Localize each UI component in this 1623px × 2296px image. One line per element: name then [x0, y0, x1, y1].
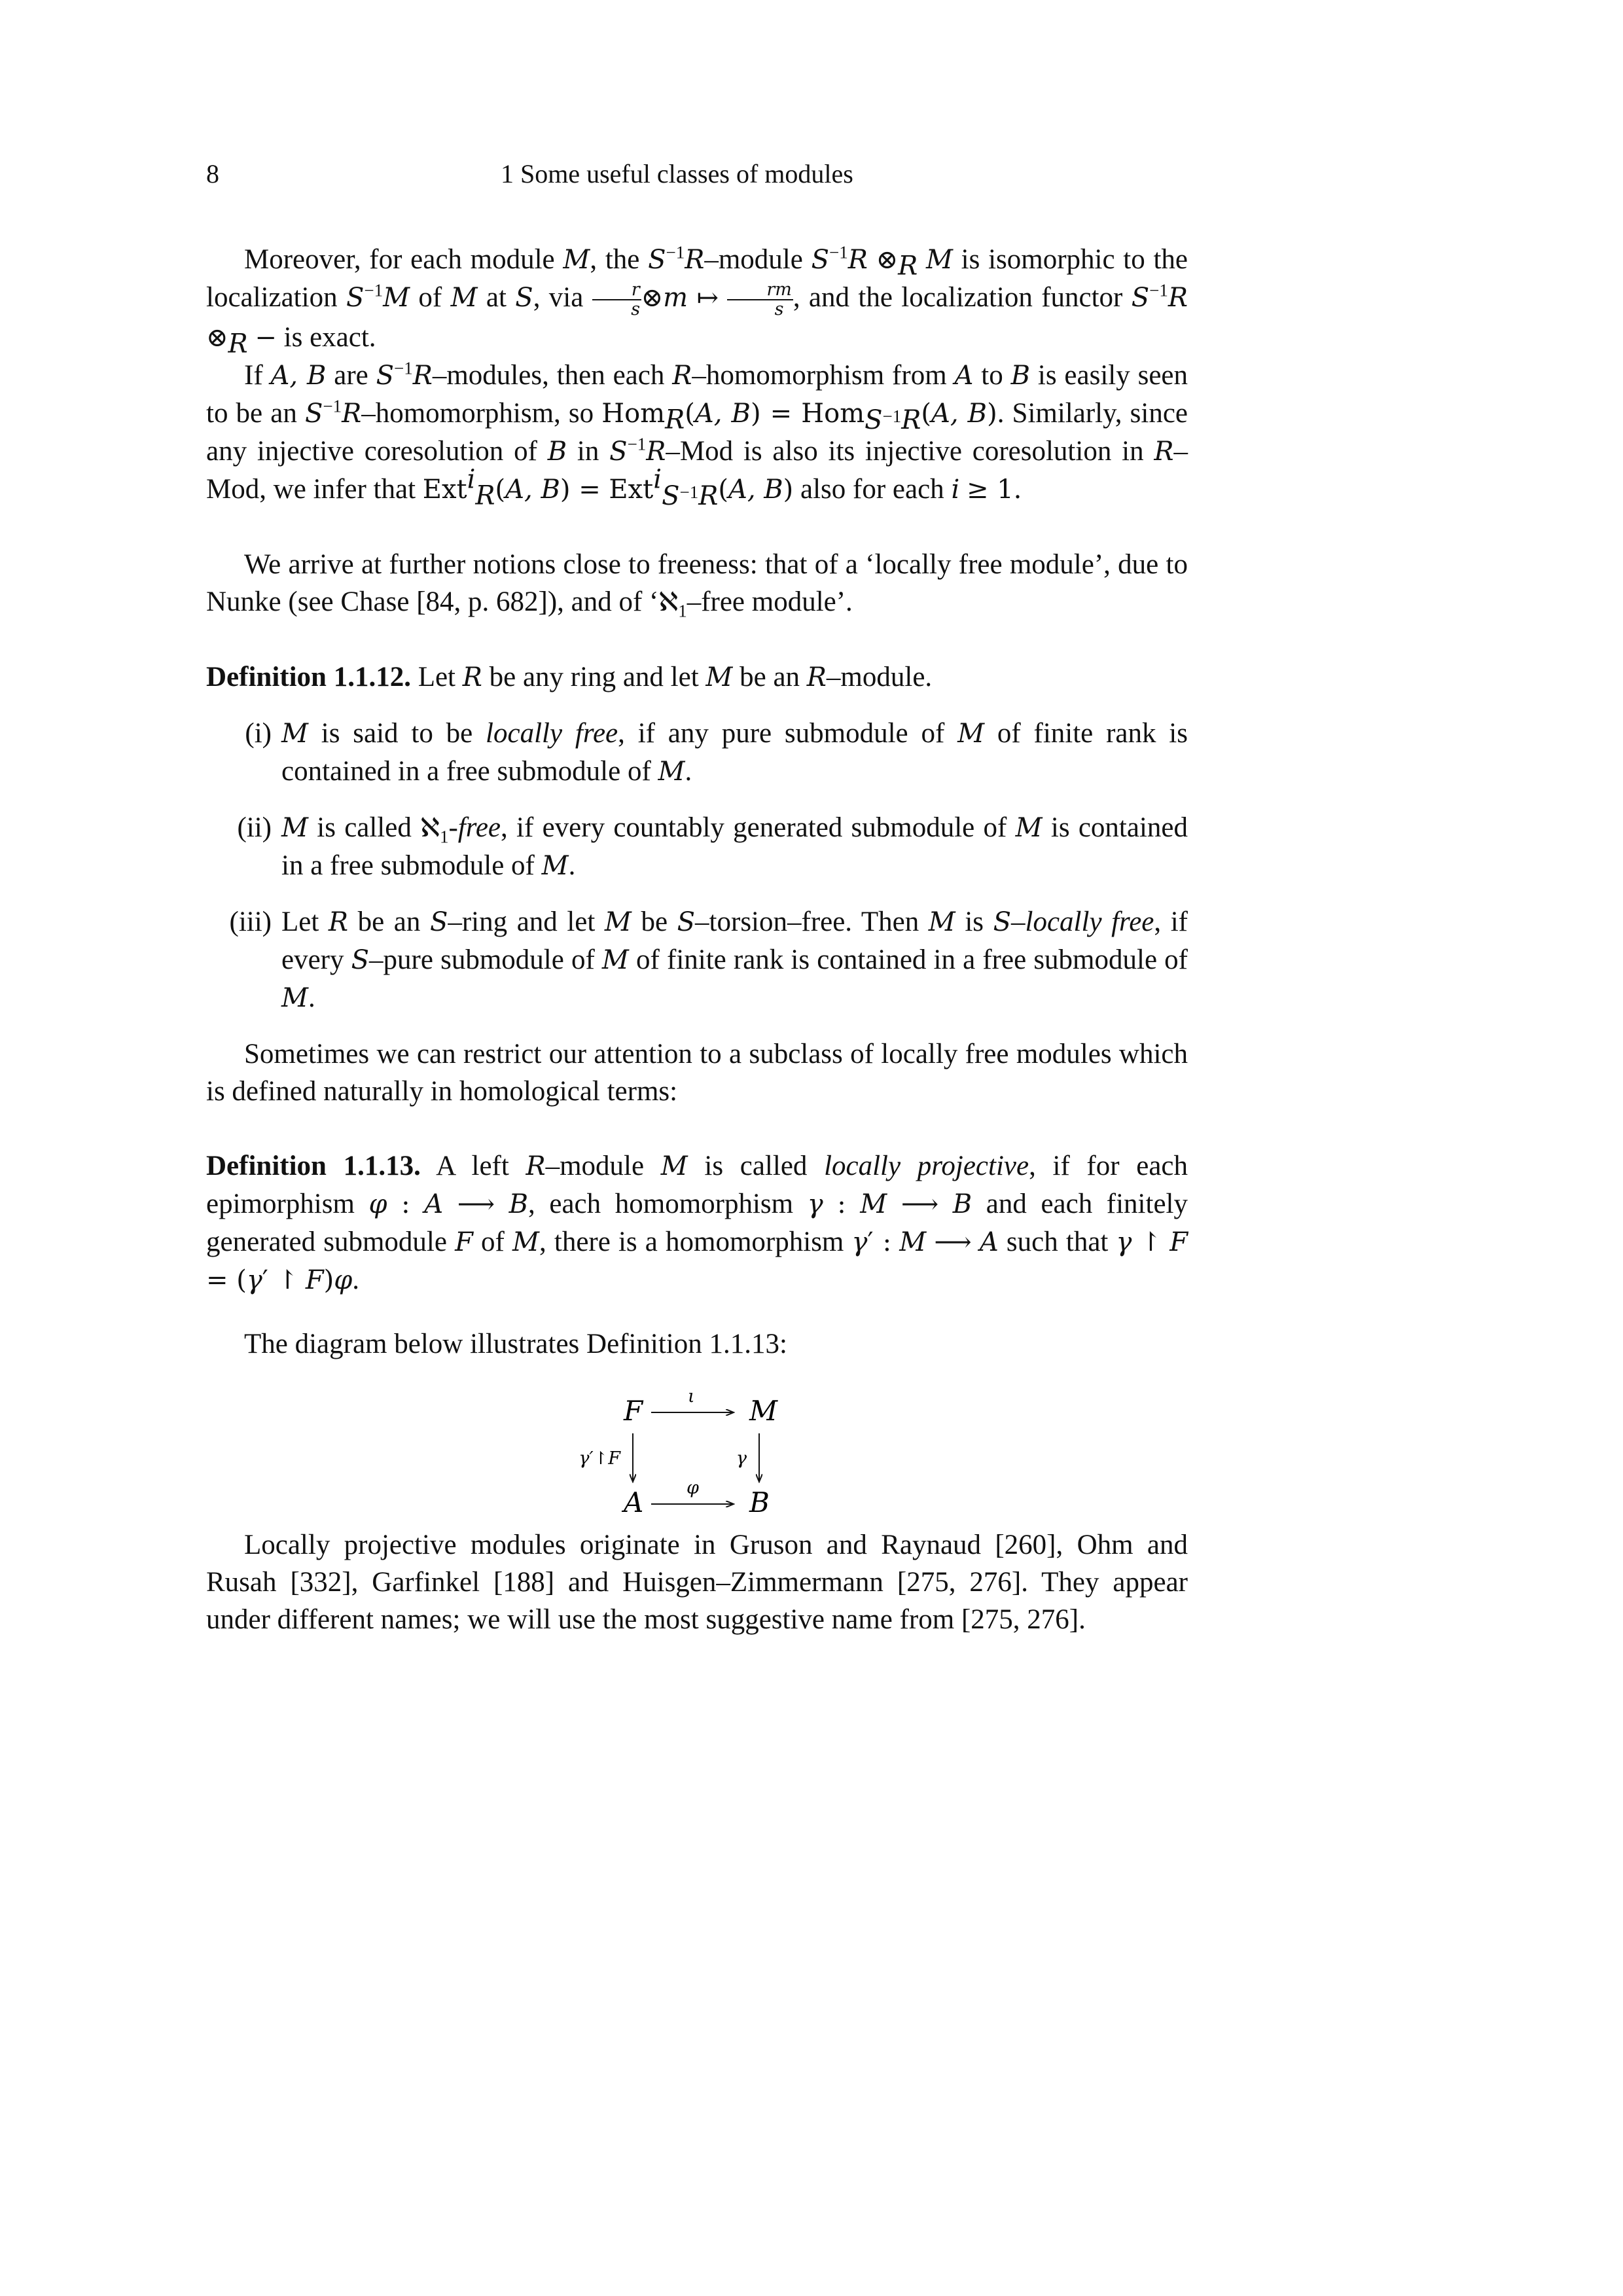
- definition-items: [206, 715, 1188, 1017]
- paragraph-subclass: Sometimes we can restrict our attention to a subclass of locally free modules which is defined naturally in homological terms:: [206, 1039, 1188, 1107]
- diagram-svg: [206, 1376, 1188, 1526]
- paragraph-localization: Moreover, for each module M, the $S^{-1}R$–module $S^{-1}R$ $\otimes_R$ M is isomorphic to the localization $S^{-1}M$ of M at S, via $\frac{r}{s}$ ⊗m ↦ $\frac{rm}{s}$ , and the localization functor $S^{-1}R$ $\otimes_R$ − is exact.: [206, 242, 1188, 359]
- paragraph-homomorphism: If A, B are $S^{-1}R$–modules, then each R–homomorphism from A to B is easily seen to be an $S^{-1}R$–homomorphism, so Hom$_R$(A, B) = Hom$_{S^{-1}R}$(A, B). Similarly, since any injective coresolution of B in $S^{-1}R$–Mod is also its injective coresolution in R–Mod, we infer that Ext$^i_R$(A, B) = Ext$^i_{S^{-1}R}$(A, B) also for each i ≥ 1.: [206, 358, 1188, 511]
- running-head: [206, 154, 1188, 194]
- commutative-diagram: [206, 1376, 1188, 1526]
- definition-heading: Definition 1.1.12.: [206, 662, 411, 693]
- definition-1-1-12: Definition 1.1.12. Let R be any ring and let M be an R–module.: [206, 662, 933, 693]
- diagram-node-F: F: [624, 1395, 643, 1427]
- diagram-node-B: B: [749, 1486, 770, 1519]
- paragraph-freeness: We arrive at further notions close to freeness: that of a ‘locally free module’, due to Nunke (see Chase [84, p. 682]), and of ‘ℵ$_1$–free module’.: [206, 549, 1188, 621]
- paragraph-origins: Locally projective modules originate in Gruson and Raynaud [260], Ohm and Rusah [332], Garfinkel [188] and Huisgen–Zimmermann [275, 276]. They appear under different names; we will use the most suggestive name from [275, 276].: [206, 1530, 1188, 1636]
- label-gamma-prime: γ′↾F: [579, 1448, 620, 1469]
- paragraph-diagram-intro: The diagram below illustrates Definition 1.1.13:: [244, 1329, 787, 1360]
- body-text: [206, 241, 1188, 1638]
- diagram-node-M: M: [749, 1395, 778, 1427]
- running-title: 1 Some useful classes of modules: [501, 159, 853, 188]
- label-phi: φ: [687, 1478, 699, 1499]
- list-item: (ii) M is called ℵ$_1$-free, if every countably generated submodule of M is contained in a free submodule of M.: [237, 812, 1188, 882]
- definition-heading: Definition 1.1.13.: [206, 1151, 421, 1182]
- list-item: (iii) Let R be an S–ring and let M be S–torsion–free. Then M is S–locally free, if every S–pure submodule of M of finite rank is contained in a free submodule of M.: [229, 906, 1188, 1014]
- label-gamma: γ: [736, 1448, 747, 1469]
- label-iota: ι: [688, 1386, 695, 1407]
- diagram-node-A: A: [624, 1486, 644, 1519]
- page-number: 8: [206, 159, 219, 188]
- list-item: (i) M is said to be locally free, if any pure submodule of M of finite rank is contained in a free submodule of M.: [245, 718, 1188, 787]
- definition-1-1-13: Definition 1.1.13. A left R–module M is called locally projective, if for each epimorphism φ : A ⟶ B, each homomorphism γ : M ⟶ B and each finitely generated submodule F of M, there is a homomorphism γ′ : M ⟶ A such that γ ↾ F = (γ′ ↾ F)φ.: [206, 1151, 1188, 1296]
